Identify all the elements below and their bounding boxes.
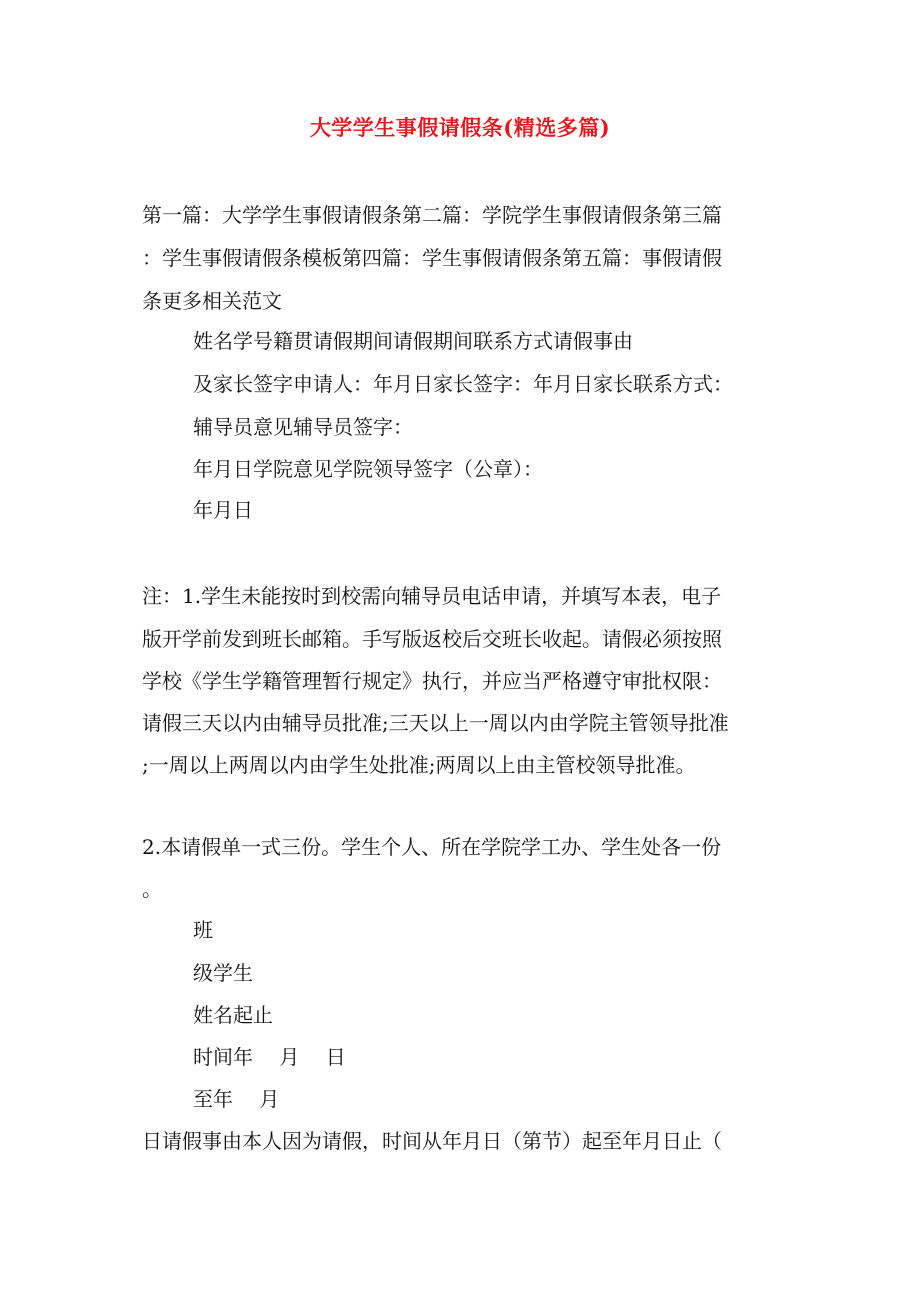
note-line: 版开学前发到班长邮箱。手写版返校后交班长收起。请假必须按照 (142, 627, 722, 651)
note-line: 注：1.学生未能按时到校需向辅导员电话申请，并填写本表，电子 (142, 584, 722, 608)
form-line: 辅导员意见辅导员签字： (193, 415, 413, 439)
note-line: 。 (142, 877, 162, 901)
slip-line: 至年 月 (193, 1087, 280, 1111)
toc-line: ：学生事假请假条模板第四篇：学生事假请假条第五篇：事假请假 (142, 246, 722, 270)
form-line: 及家长签字申请人：年月日家长签字：年月日家长联系方式： (193, 372, 733, 396)
slip-line: 时间年 月 日 (193, 1045, 346, 1069)
slip-line: 级学生 (193, 961, 253, 985)
slip-line: 姓名起止 (193, 1003, 273, 1027)
form-line: 年月日学院意见学院领导签字（公章）： (193, 457, 543, 481)
document-title: 大学学生事假请假条(精选多篇) (309, 115, 611, 140)
slip-line: 班 (193, 918, 213, 942)
note-line: 请假三天以内由辅导员批准;三天以上一周以内由学院主管领导批准 (142, 711, 729, 735)
form-line: 年月日 (193, 498, 253, 522)
form-line: 姓名学号籍贯请假期间请假期间联系方式请假事由 (193, 329, 633, 353)
body-last-line: 日请假事由本人因为请假，时间从年月日（第节）起至年月日止（ (142, 1129, 722, 1153)
note-line: 2.本请假单一式三份。学生个人、所在学院学工办、学生处各一份 (142, 835, 722, 859)
toc-line: 条更多相关范文 (142, 289, 282, 313)
note-line: 学校《学生学籍管理暂行规定》执行，并应当严格遵守审批权限： (142, 669, 722, 693)
note-line: ;一周以上两周以内由学生处批准;两周以上由主管校领导批准。 (142, 753, 696, 777)
toc-line: 第一篇：大学学生事假请假条第二篇：学院学生事假请假条第三篇 (142, 203, 722, 227)
